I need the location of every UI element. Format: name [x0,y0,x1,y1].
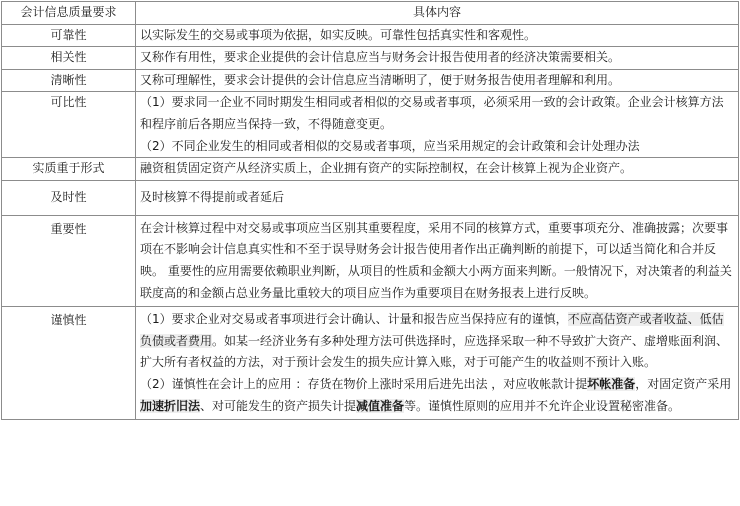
row-content: 融资租赁固定资产从经济实质上，企业拥有资产的实际控制权，在会计核算上视为企业资产。 [136,158,739,181]
table-row [2,215,739,306]
text-run: （2）谨慎性在会计上的应用 ：存货在物价上涨时采用后进先出法 ，对应收帐款计提 [140,376,588,391]
row-content: 以实际发生的交易或事项为依据，如实反映。可靠性包括真实性和客观性。 [136,24,739,47]
table-row [2,24,739,47]
row-content [136,92,739,158]
row-name: 及时性 [2,180,136,215]
text-run: 、对可能发生的资产损失计提 [200,398,357,413]
content-paragraph: （2）不同企业发生的相同或者相似的交易或者事项，应当采用规定的会计政策和会计处理办法 [140,138,640,153]
row-content [136,307,739,420]
row-name: 相关性 [2,47,136,70]
text-run: 等。谨慎性原则的应用并不允许企业设置秘密准备。 [404,398,681,413]
content-paragraph [140,309,734,374]
row-content: 在会计核算过程中对交易或事项应当区别其重要程度，采用不同的核算方式，重要事项充分、准确披露；次要事项在不影响会计信息真实性和不至于误导财务会计报告使用者作出正确判断的前提下，可以适当简化和合并反映。 重要性的应用需要依赖职业判断，从项目的性质和金额大小两方面来判断。一般情况下，对决策者的利益关联度高的和金额占总业务量比重较大的项目应当作为重要项目在财务报表上进行反映。 [136,215,739,306]
table-row [2,92,739,158]
row-content: 又称可理解性，要求会计提供的会计信息应当清晰明了，便于财务报告使用者理解和利用。 [136,69,739,92]
row-content: 又称作有用性，要求企业提供的会计信息应当与财务会计报告使用者的经济决策需要相关。 [136,47,739,70]
content-paragraph [140,374,734,417]
quality-requirements-table [1,1,739,420]
table-header-row [2,2,739,25]
text-run: （1）要求企业对交易或者事项进行会计确认、计量和报告应当保持应有的谨慎， [140,312,568,327]
table-row [2,158,739,181]
row-name: 实质重于形式 [2,158,136,181]
content-paragraph: （1）要求同一企业不同时期发生相同或者相似的交易或者事项，必须采用一致的会计政策。企业会计核算方法和程序前后各期应当保持一致，不得随意变更。 [140,95,724,131]
row-content: 及时核算不得提前或者延后 [136,180,739,215]
highlighted-text: 坏帐准备 [587,376,636,391]
highlighted-text: 加速折旧法 [140,398,201,413]
header-content: 具体内容 [136,2,739,25]
table-row [2,69,739,92]
row-name: 可比性 [2,92,136,158]
row-name: 可靠性 [2,24,136,47]
header-requirement: 会计信息质量要求 [2,2,136,25]
table-row [2,180,739,215]
row-name: 清晰性 [2,69,136,92]
highlighted-text: 减值准备 [356,398,405,413]
table-row [2,307,739,420]
text-run: 。如某一经济业务有多种处理方法可供选择时，应选择采取一种不导致扩大资产、虚增账面利润、扩大所有者权益的方法，对于预计会发生的损失应计算入账，对于可能产生的收益则不预计入账。 [140,333,729,370]
row-name: 重要性 [2,215,136,306]
row-name: 谨慎性 [2,307,136,420]
text-run: ，对固定资产采用 [635,376,732,391]
highlighted-text: 不应高估资产或者收益、低估负债或者费用 [140,312,724,348]
table-row [2,47,739,70]
